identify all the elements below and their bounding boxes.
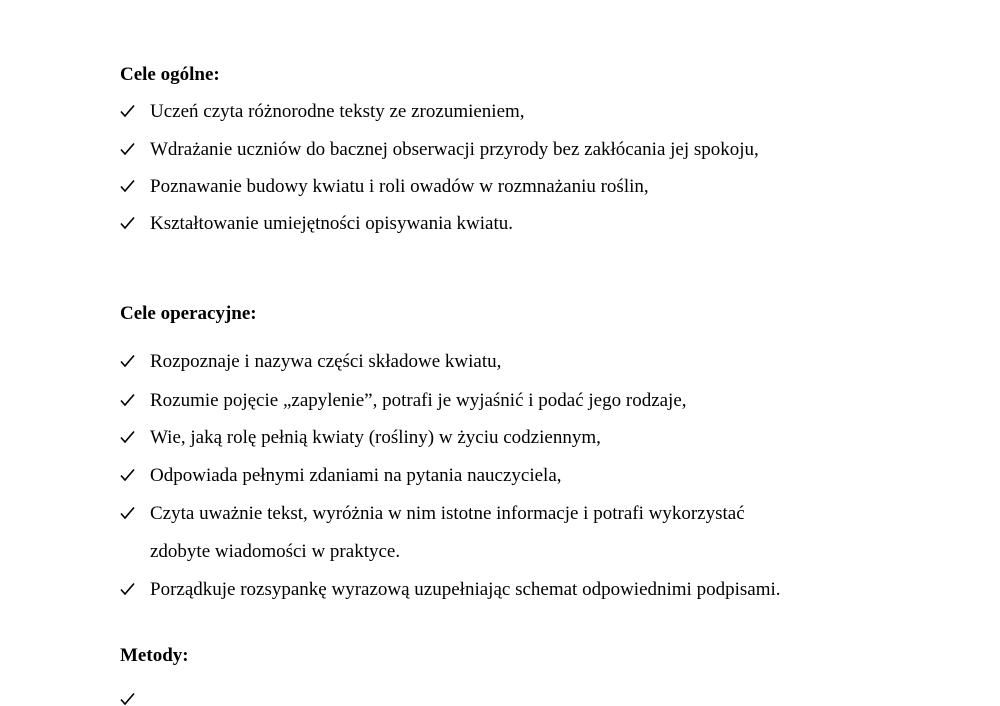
checkmark-icon xyxy=(120,212,138,230)
list-item-text: Kształtowanie umiejętności opisywania kwiatu. xyxy=(150,213,514,234)
section-heading-methods: Metody: xyxy=(120,645,189,666)
list-item-text: Rozpoznaje i nazywa części składowe kwiatu, xyxy=(150,351,502,372)
checkmark-icon xyxy=(120,138,138,156)
list-item-text: Wie, jaką rolę pełnią kwiaty (rośliny) w życiu codziennym, xyxy=(150,427,601,448)
list-item-text: Poznawanie budowy kwiatu i roli owadów w rozmnażaniu roślin, xyxy=(150,176,649,197)
section-heading-operational-goals: Cele operacyjne: xyxy=(120,303,257,324)
section-heading-general-goals: Cele ogólne: xyxy=(120,64,220,85)
list-item-text: Wdrażanie uczniów do bacznej obserwacji przyrody bez zakłócania jej spokoju, xyxy=(150,139,759,160)
checkmark-icon xyxy=(120,350,138,368)
list-item-text: Rozumie pojęcie „zapylenie”, potrafi je wyjaśnić i podać jego rodzaje, xyxy=(150,390,687,411)
checkmark-icon xyxy=(120,688,138,706)
list-item-continuation: zdobyte wiadomości w praktyce. xyxy=(150,541,401,562)
list-item-text: Uczeń czyta różnorodne teksty ze zrozumieniem, xyxy=(150,101,525,122)
checkmark-icon xyxy=(120,502,138,520)
list-item-text: Porządkuje rozsypankę wyrazową uzupełniając schemat odpowiednimi podpisami. xyxy=(150,579,781,600)
checkmark-icon xyxy=(120,175,138,193)
list-item-text: Odpowiada pełnymi zdaniami na pytania nauczyciela, xyxy=(150,465,562,486)
checkmark-icon xyxy=(120,578,138,596)
checkmark-icon xyxy=(120,100,138,118)
list-item-text: Czyta uważnie tekst, wyróżnia w nim istotne informacje i potrafi wykorzystać xyxy=(150,503,745,524)
checkmark-icon xyxy=(120,464,138,482)
checkmark-icon xyxy=(120,389,138,407)
checkmark-icon xyxy=(120,426,138,444)
